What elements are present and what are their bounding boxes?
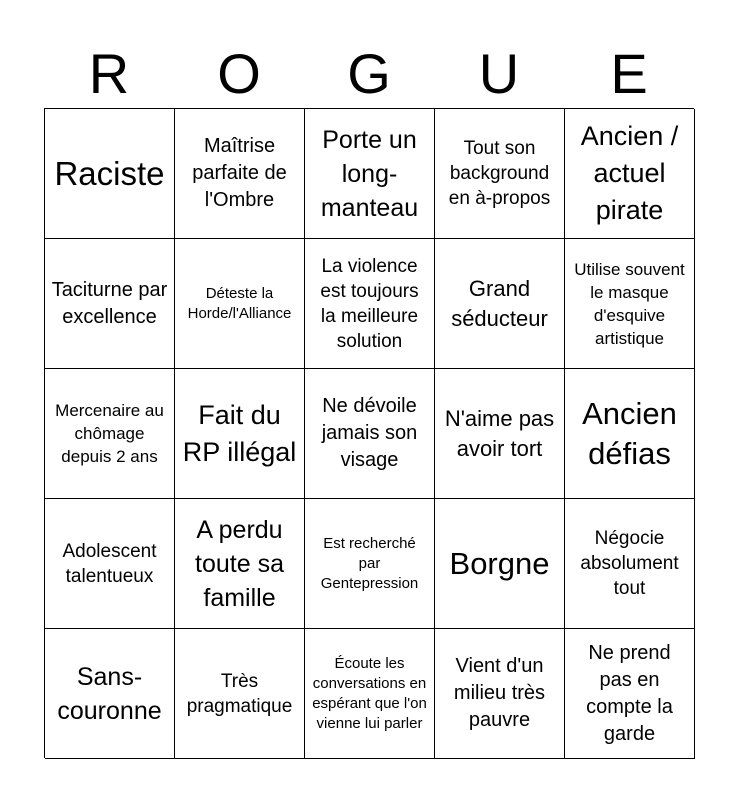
cell-text: Ne prend pas en compte la garde (586, 641, 673, 745)
cell-text: Borgne (449, 545, 550, 581)
bingo-cell-r1c4[interactable] (435, 109, 565, 239)
cell-text: N'aime pas avoir tort (444, 405, 555, 461)
bingo-cell-r5c3[interactable] (305, 629, 435, 759)
cell-text: Grand séducteur (451, 275, 548, 331)
cell-text: Taciturne par excellence (51, 278, 168, 328)
bingo-cell-r2c3[interactable] (305, 239, 435, 369)
title-letter-g: G (347, 42, 391, 105)
cell-text: Ne dévoile jamais son visage (321, 395, 418, 471)
bingo-cell-r1c3[interactable] (305, 109, 435, 239)
bingo-cell-r2c4[interactable] (435, 239, 565, 369)
bingo-cell-r4c2[interactable] (175, 499, 305, 629)
cell-text: Est recherché par Gentepression (320, 534, 419, 592)
cell-text: Utilise souvent le masque d'esquive artistique (574, 259, 685, 348)
title-letter-u: U (478, 42, 520, 105)
bingo-cell-r4c5[interactable] (565, 499, 695, 629)
bingo-cell-r4c4[interactable] (435, 499, 565, 629)
cell-text: Ancien défias (582, 395, 677, 471)
bingo-cell-r4c3[interactable] (305, 499, 435, 629)
bingo-cell-r2c1[interactable] (45, 239, 175, 369)
cell-text: Maîtrise parfaite de l'Ombre (192, 135, 287, 211)
bingo-cell-r5c2[interactable] (175, 629, 305, 759)
cell-text: Raciste (54, 154, 165, 192)
bingo-cell-r3c3[interactable] (305, 369, 435, 499)
cell-text: Porte un long-manteau (320, 125, 419, 222)
bingo-cell-r3c4[interactable] (435, 369, 565, 499)
bingo-cell-r2c2[interactable] (175, 239, 305, 369)
title-letter-r: R (88, 42, 130, 105)
bingo-cell-r3c2[interactable] (175, 369, 305, 499)
cell-text: Déteste la Horde/l'Alliance (187, 284, 292, 322)
cell-text: Tout son background en à-propos (448, 138, 551, 209)
cell-text: Mercenaire au chômage depuis 2 ans (55, 401, 164, 466)
bingo-cell-r2c5[interactable] (565, 239, 695, 369)
bingo-cell-r5c1[interactable] (45, 629, 175, 759)
bingo-cell-r4c1[interactable] (45, 499, 175, 629)
cell-text: La violence est toujours la meilleure solution (320, 255, 419, 352)
cell-text: Sans-couronne (57, 662, 162, 725)
bingo-cell-r5c4[interactable] (435, 629, 565, 759)
bingo-cell-r3c1[interactable] (45, 369, 175, 499)
title-letter-o: O (217, 42, 261, 105)
bingo-title (44, 40, 694, 108)
bingo-board (44, 108, 694, 758)
bingo-cell-r1c5[interactable] (565, 109, 695, 239)
bingo-cell-r1c1[interactable] (45, 109, 175, 239)
bingo-cell-r3c5[interactable] (565, 369, 695, 499)
cell-text: Très pragmatique (186, 670, 293, 717)
cell-text: A perdu toute sa famille (195, 515, 284, 612)
cell-text: Négocie absolument tout (580, 528, 679, 599)
bingo-cell-r5c5[interactable] (565, 629, 695, 759)
title-letter-e: E (610, 42, 648, 105)
cell-text: Ancien / actuel pirate (580, 121, 679, 225)
cell-text: Écoute les conversations en espérant que l'on vienne lui parler (312, 654, 427, 732)
cell-text: Vient d'un milieu très pauvre (453, 655, 546, 731)
bingo-cell-r1c2[interactable] (175, 109, 305, 239)
cell-text: Adolescent talentueux (62, 540, 157, 587)
cell-text: Fait du RP illégal (182, 399, 297, 467)
